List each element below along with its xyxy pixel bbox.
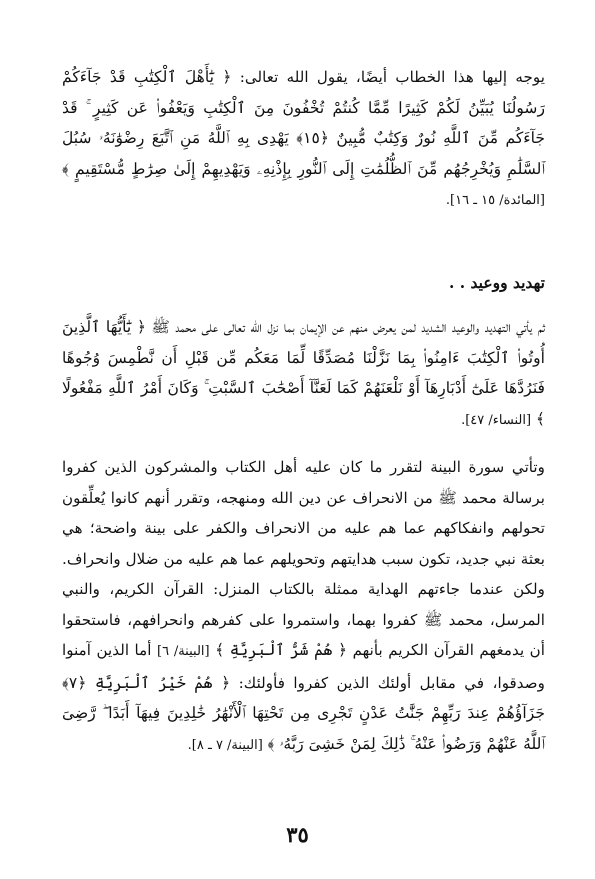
paragraph-2-intro: ثم يأتي التهديد والوعيد الشديد لمن يعرض منهم عن الإيمان بما نزل الله تعالى على محمد ﷺ — [151, 318, 545, 336]
quran-verse-al-bayyinah-7-8: ﴿ هُمْ خَيْرُ ٱلْبَرِيَّةِ ﴿٧﴾ جَزَآؤُهُمْ عِندَ رَبِّهِمْ جَنَّٰتُ عَدْنٍ تَجْرِى مِن تَحْتِهَا ٱلْأَنْهَٰرُ خَٰلِدِينَ فِيهَآ أَبَدًا ۖ رَّضِىَ ٱللَّهُ عَنْهُمْ وَرَضُوا۟ عَنْهُ ۚ ذَٰلِكَ لِمَنْ خَشِىَ رَبَّهُۥ ﴾ — [62, 673, 545, 753]
verse-reference: [البينة/ ٦] — [157, 644, 210, 659]
verse-reference: [البينة/ ٧ ـ ٨]. — [187, 737, 263, 753]
paragraph-1 — [62, 62, 545, 217]
quran-verse-al-maidah-15-16: ﴿ يَٰٓأَهْلَ ٱلْكِتَٰبِ قَدْ جَآءَكُمْ رَسُولُنَا يُبَيِّنُ لَكُمْ كَثِيرًا مِّمَّا كُنتُمْ تُخْفُونَ مِنَ ٱلْكِتَٰبِ وَيَعْفُوا۟ عَن كَثِيرٍ ۚ قَدْ جَآءَكُم مِّنَ ٱللَّهِ نُورٌ وَكِتَٰبٌ مُّبِينٌ ﴿١٥﴾ يَهْدِى بِهِ ٱللَّهُ مَنِ ٱتَّبَعَ رِضْوَٰنَهُۥ سُبُلَ ٱلسَّلَٰمِ وَيُخْرِجُهُم مِّنَ ٱلظُّلُمَٰتِ إِلَى ٱلنُّورِ بِإِذْنِهِۦ وَيَهْدِيهِمْ إِلَىٰ صِرَٰطٍ مُّسْتَقِيمٍ ﴾ — [62, 68, 546, 178]
verse-reference: [المائدة/ ١٥ ـ ١٦]. — [445, 193, 545, 208]
paragraph-3 — [62, 452, 545, 761]
paragraph-3-text: وتأتي سورة البينة لتقرر ما كان عليه أهل الكتاب والمشركون الذين كفروا برسالة محمد ﷺ من الانحراف عن دين الله ومنهجه، وتقرر أنهم كانوا يُعلِّقون تحولهم وانفكاكهم عما هم عليه من الانحراف والكفر على بينة واضحة؛ هي بعثة نبي جديد، تكون سبب هدايتهم وتحويلهم عما هم عليه من ضلال وانحراف. ولكن عندما جاءتهم الهداية ممثلة بالكتاب المنزل: القرآن الكريم، والنبي المرسل، محمد ﷺ كفروا بهما، واستمروا على كفرهم وانحرافهم، فاستحقوا أن يدمغهم القرآن الكريم بأنهم — [62, 458, 546, 659]
verse-reference: [النساء/ ٤٧]. — [461, 412, 532, 428]
paragraph-2 — [62, 312, 545, 436]
quran-verse-al-bayyinah-6: ﴿ هُمْ شَرُّ ٱلْبَرِيَّةِ ﴾ — [215, 641, 348, 659]
paragraph-3-text-continued: أما الذين آمنوا وصدقوا، في مقابل أولئك الذين كفروا فأولئك: — [62, 641, 546, 692]
paragraph-1-intro: يوجه إليها هذا الخطاب أيضًا، يقول الله تعالى: — [239, 68, 546, 86]
section-heading: تهديد ووعيد . . — [448, 273, 545, 292]
page-number: ٣٥ — [286, 822, 309, 847]
quran-verse-an-nisa-47: ﴿ يَٰٓأَيُّهَا ٱلَّذِينَ أُوتُوا۟ ٱلْكِتَٰبَ ءَامِنُوا۟ بِمَا نَزَّلْنَا مُصَدِّقًا لِّمَا مَعَكُم مِّن قَبْلِ أَن نَّطْمِسَ وُجُوهًا فَنَرُدَّهَا عَلَىٰٓ أَدْبَارِهَآ أَوْ نَلْعَنَهُمْ كَمَا لَعَنَّآ أَصْحَٰبَ ٱلسَّبْتِ ۚ وَكَانَ أَمْرُ ٱللَّهِ مَفْعُولًا ﴾ — [62, 318, 545, 428]
